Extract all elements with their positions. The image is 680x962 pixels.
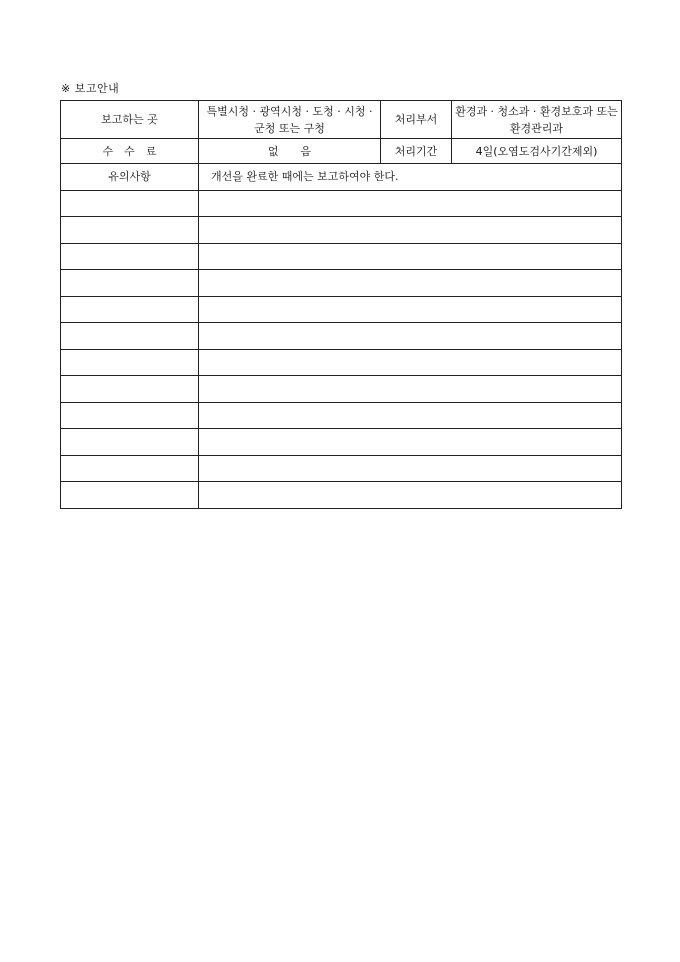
- blank-row: [61, 376, 622, 403]
- blank-row: [61, 296, 622, 323]
- blank-cell: [199, 482, 622, 509]
- blank-cell: [61, 349, 199, 376]
- period-value: 4일(오염도검사기간제외): [452, 139, 622, 164]
- section-heading: ※ 보고안내: [61, 82, 120, 95]
- blank-cell: [199, 190, 622, 217]
- blank-cell: [199, 429, 622, 456]
- blank-cell: [199, 402, 622, 429]
- dept-value: 환경과 · 청소과 · 환경보호과 또는 환경관리과: [452, 101, 622, 139]
- report-guide-table: [60, 100, 622, 509]
- notes-label: 유의사항: [61, 164, 199, 191]
- blank-cell: [199, 455, 622, 482]
- fee-label: 수 수 료: [61, 139, 199, 164]
- blank-row: [61, 482, 622, 509]
- blank-row: [61, 270, 622, 297]
- fee-value: 없 음: [199, 139, 381, 164]
- period-label: 처리기간: [381, 139, 452, 164]
- blank-cell: [61, 376, 199, 403]
- blank-cell: [61, 323, 199, 350]
- blank-cell: [61, 429, 199, 456]
- notes-row: [61, 164, 622, 191]
- blank-row: [61, 402, 622, 429]
- blank-cell: [199, 296, 622, 323]
- report-to-label: 보고하는 곳: [61, 101, 199, 139]
- report-to-row: [61, 101, 622, 139]
- blank-cell: [61, 190, 199, 217]
- blank-cell: [61, 455, 199, 482]
- blank-cell: [199, 270, 622, 297]
- dept-label: 처리부서: [381, 101, 452, 139]
- blank-cell: [199, 376, 622, 403]
- blank-cell: [199, 323, 622, 350]
- blank-cell: [61, 270, 199, 297]
- blank-row: [61, 349, 622, 376]
- blank-cell: [61, 482, 199, 509]
- blank-cell: [61, 296, 199, 323]
- blank-row: [61, 217, 622, 244]
- report-to-value: 특별시청 · 광역시청 · 도청 · 시청 · 군청 또는 구청: [199, 101, 381, 139]
- blank-cell: [61, 243, 199, 270]
- blank-row: [61, 323, 622, 350]
- blank-row: [61, 429, 622, 456]
- notes-value: 개선을 완료한 때에는 보고하여야 한다.: [199, 164, 622, 191]
- blank-cell: [199, 349, 622, 376]
- blank-cell: [61, 217, 199, 244]
- blank-row: [61, 243, 622, 270]
- blank-cell: [199, 217, 622, 244]
- blank-cell: [61, 402, 199, 429]
- blank-cell: [199, 243, 622, 270]
- blank-row: [61, 455, 622, 482]
- blank-row: [61, 190, 622, 217]
- fee-row: [61, 139, 622, 164]
